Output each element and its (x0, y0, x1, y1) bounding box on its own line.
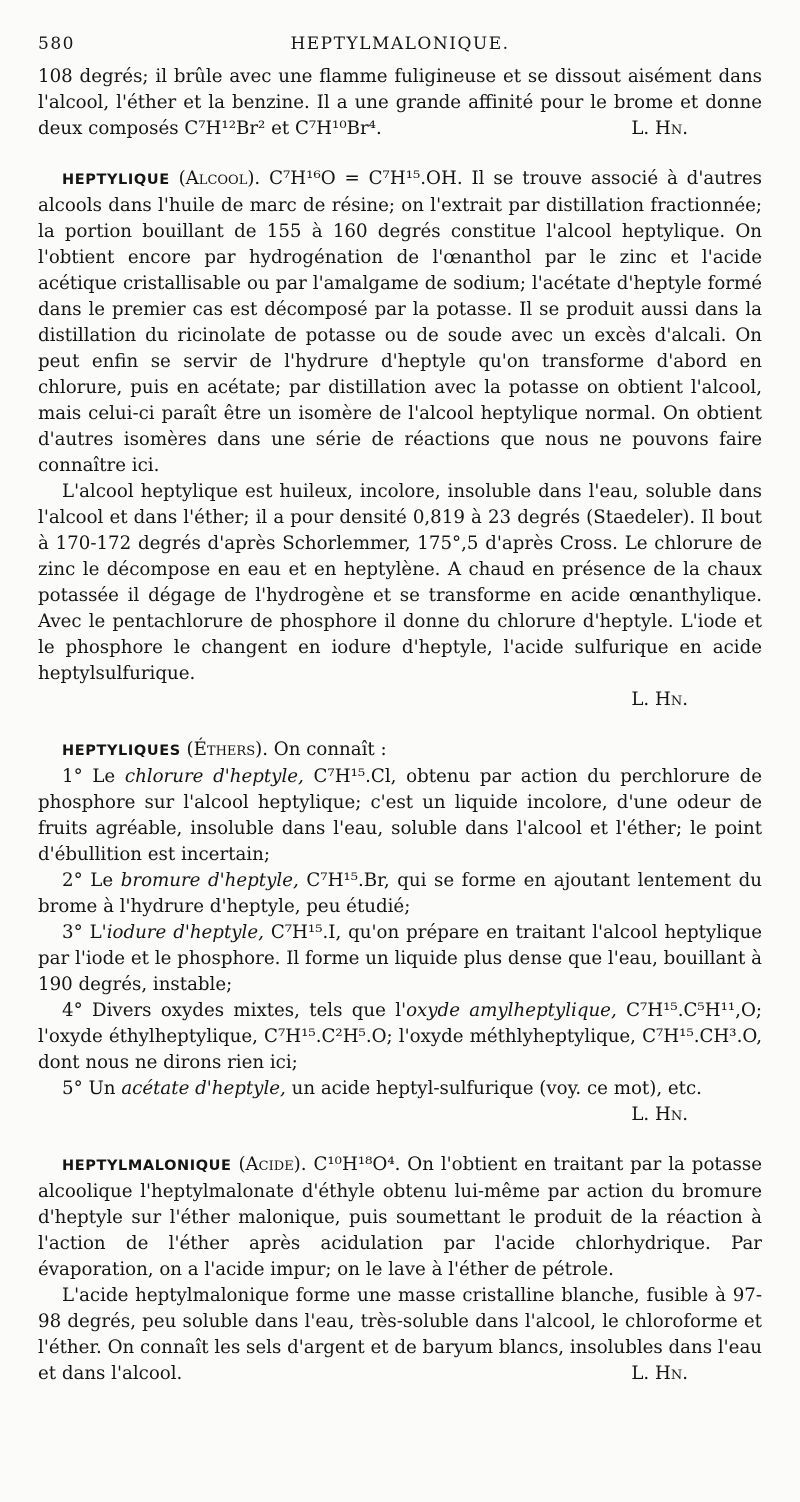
entry-qualifier: (Éthers). (186, 739, 268, 760)
author-signature: L. Hn. (631, 1104, 688, 1125)
entry-heptylique (38, 166, 762, 713)
headword: HEPTYLMALONIQUE (62, 1158, 232, 1174)
entry-qualifier: (Acide). (238, 1154, 307, 1175)
running-title: HEPTYLMALONIQUE. (290, 34, 510, 54)
headword: HEPTYLIQUES (62, 743, 181, 759)
headword: HEPTYLIQUE (62, 172, 170, 188)
list-item: 1° Le chlorure d'heptyle, C⁷H¹⁵.Cl, obtenu par action du perchlorure de phosphore sur l'alcool heptylique; c'est un liquide incolore, d'une odeur de fruits agréable, insoluble dans l'eau, soluble dans l'alcool et l'éther; le point d'ébullition est incertain; (38, 766, 762, 865)
body-text (38, 64, 762, 1387)
list-item: 4° Divers oxydes mixtes, tels que l'oxyde amylheptylique, C⁷H¹⁵.C⁵H¹¹,O; l'oxyde éthylheptylique, C⁷H¹⁵.C²H⁵.O; l'oxyde méthlyheptylique, C⁷H¹⁵.CH³.O, dont nous ne dirons rien ici; (38, 1000, 762, 1073)
author-signature: L. Hn. (631, 1363, 688, 1384)
author-signature: L. Hn. (631, 118, 688, 139)
list-item: 3° L'iodure d'heptyle, C⁷H¹⁵.I, qu'on prépare en traitant l'alcool heptylique par l'iode et le phosphore. Il forme un liquide plus dense que l'eau, bouillant à 190 degrés, instable; (38, 922, 762, 995)
paragraph: 108 degrés; il brûle avec une flamme fuligineuse et se dissout aisément dans l'alcool, l'éther et la benzine. Il a une grande affinité pour le brome et donne deux composés C⁷H¹²Br² et C⁷H¹⁰Br⁴. L. Hn. (38, 64, 762, 142)
running-head (38, 34, 762, 64)
author-signature: L. Hn. (631, 689, 688, 710)
entry-heptyliques (38, 737, 762, 1128)
list-item: 2° Le bromure d'heptyle, C⁷H¹⁵.Br, qui se forme en ajoutant lentement du brome à l'hydrure d'heptyle, peu étudié; (38, 870, 762, 917)
paragraph: HEPTYLIQUE (Alcool). C⁷H¹⁶O = C⁷H¹⁵.OH. Il se trouve associé à d'autres alcools dans l'huile de marc de résine; on l'extrait par distillation fractionnée; la portion bouillant de 155 à 160 degrés constitue l'alcool heptylique. On l'obtient encore par hydrogénation de l'œnanthol par le zinc et l'acide acétique cristallisable ou par l'amalgame de sodium; l'acétate d'heptyle formé dans le premier cas est décomposé par la potasse. Il se produit aussi dans la distillation du ricinolate de potasse ou de soude avec un excès d'alcali. On peut enfin se servir de l'hydrure d'heptyle qu'on transforme d'abord en chlorure, puis en acétate; par distillation avec la potasse on obtient l'alcool, mais celui-ci paraît être un isomère de l'alcool heptylique normal. On obtient d'autres isomères dans une série de réactions que nous ne pouvons faire connaître ici. (38, 168, 762, 476)
list-item: 5° Un acétate d'heptyle, un acide heptyl-sulfurique (voy. ce mot), etc. (62, 1078, 702, 1099)
paragraph: L'acide heptylmalonique forme une masse cristalline blanche, fusible à 97-98 degrés, peu soluble dans l'eau, très-soluble dans l'alcool, le chloroforme et l'éther. On connaît les sels d'argent et de baryum blancs, insolubles dans l'eau et dans l'alcool. L. Hn. (38, 1283, 762, 1387)
entry-heptylmalonique (38, 1152, 762, 1387)
paragraph (38, 737, 762, 764)
paragraph: L'alcool heptylique est huileux, incolore, insoluble dans l'eau, soluble dans l'alcool et dans l'éther; il a pour densité 0,819 à 23 degrés (Staedeler). Il bout à 170-172 degrés d'après Schorlemmer, 175°,5 d'après Cross. Le chlorure de zinc le décompose en eau et en heptylène. A chaud en présence de la chaux potassée il dégage de l'hydrogène et se transforme en acide œnanthylique. Avec le pentachlorure de phosphore il donne du chlorure d'heptyle. L'iode et le phosphore le changent en iodure d'heptyle, l'acide sulfurique en acide heptylsulfurique. (38, 481, 762, 684)
entry-qualifier: (Alcool). (178, 168, 261, 189)
paragraph: HEPTYLMALONIQUE (Acide). C¹⁰H¹⁸O⁴. On l'obtient en traitant par la potasse alcoolique l'heptylmalonate d'éthyle obtenu lui-même par action du bromure d'heptyle sur l'éther malonique, puis soumettant le produit de la réaction à l'action de l'éther après acidulation par l'acide chlorhydrique. Par évaporation, on a l'acide impur; on le lave à l'éther de pétrole. (38, 1154, 762, 1280)
page-number: 580 (38, 34, 75, 54)
entry-continuation (38, 64, 762, 142)
entry-intro: On connaît : (273, 739, 387, 760)
